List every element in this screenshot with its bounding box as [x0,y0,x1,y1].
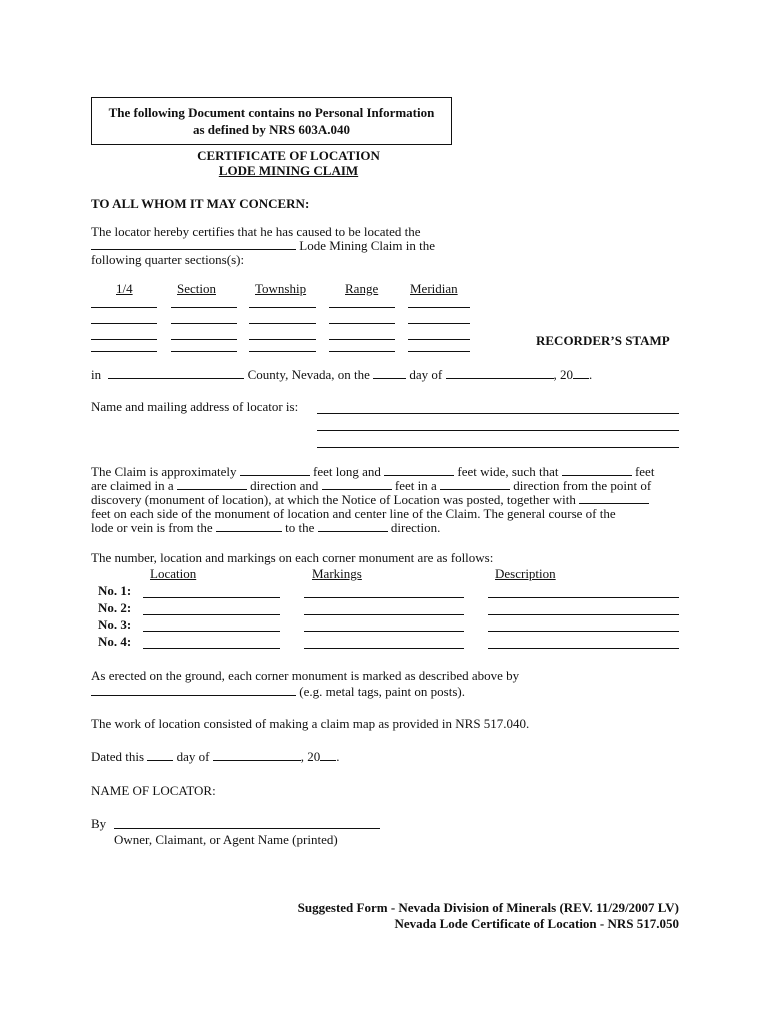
township-field[interactable] [249,323,316,324]
by-label: By [91,816,107,831]
marking-method-field[interactable] [91,684,296,696]
monument-header-markings: Markings [312,566,362,581]
monument-location-field[interactable] [143,614,280,615]
dated-day-field[interactable] [147,749,173,761]
range-field[interactable] [329,339,395,340]
section-field[interactable] [171,339,237,340]
claim-text: to the [285,520,315,535]
title-line-1: CERTIFICATE OF LOCATION [197,148,380,163]
meridian-field[interactable] [408,323,470,324]
intro-line-3: following quarter sections(s): [91,252,245,267]
dated-end: . [336,749,340,764]
col-header-section: Section [177,281,216,296]
direction-field-2[interactable] [440,478,510,490]
monument-row-label: No. 3: [98,617,132,632]
intro-line-2-suffix: Lode Mining Claim in the [299,238,436,253]
dated-day-label: day of [176,749,210,764]
intro-line-1: The locator hereby certifies that he has caused to be located the [91,224,421,239]
course-to-field[interactable] [318,520,388,532]
monument-row-label: No. 1: [98,583,132,598]
meridian-field[interactable] [408,351,470,352]
address-line-1[interactable] [317,413,679,414]
monument-markings-field[interactable] [304,648,464,649]
monument-row-label: No. 4: [98,634,132,649]
monument-description-field[interactable] [488,648,679,649]
claim-line-5 [91,520,440,535]
county-year-label: , 20 [553,367,574,382]
claim-line-3 [91,492,649,507]
quarter-field[interactable] [91,351,157,352]
claim-name-field[interactable] [91,238,296,250]
section-field[interactable] [171,307,237,308]
monument-location-field[interactable] [143,631,280,632]
monument-description-field[interactable] [488,631,679,632]
quarter-field[interactable] [91,323,157,324]
claim-line-1 [91,464,654,479]
county-end: . [589,367,593,382]
county-prefix: in [91,367,102,382]
col-header-range: Range [345,281,379,296]
intro-line-2 [91,238,435,253]
erected-suffix: (e.g. metal tags, paint on posts). [299,684,465,699]
recorders-stamp: RECORDER’S STAMP [536,333,670,348]
location-year-field[interactable] [573,367,589,379]
section-field[interactable] [171,323,237,324]
salutation: TO ALL WHOM IT MAY CONCERN: [91,196,310,211]
col-header-township: Township [255,281,307,296]
claim-text: feet [634,464,655,479]
range-field[interactable] [329,323,395,324]
claim-text: direction from the point of [513,478,652,493]
claim-text: are claimed in a [91,478,174,493]
section-field[interactable] [171,351,237,352]
monument-markings-field[interactable] [304,614,464,615]
county-line [91,367,592,382]
dated-prefix: Dated this [91,749,145,764]
form-title [91,148,486,178]
address-line-3[interactable] [317,447,679,448]
address-line-2[interactable] [317,430,679,431]
county-middle: County, Nevada, on the [247,367,370,382]
claim-text: discovery (monument of location), at which the Notice of Location was posted, together with [91,492,576,507]
monument-row-label: No. 2: [98,600,132,615]
erected-line-2 [91,684,465,699]
claim-line-4: feet on each side of the monument of location and center line of the Claim. The general course of the [91,506,616,521]
claim-text: feet in a [394,478,437,493]
monument-location-field[interactable] [143,648,280,649]
dated-year-label: , 20 [300,749,321,764]
monument-header-location: Location [150,566,197,581]
claim-text: direction. [390,520,441,535]
footer-line-2: Nevada Lode Certificate of Location - NRS 517.050 [394,916,679,931]
feet-field-2[interactable] [322,478,392,490]
col-header-quarter: 1/4 [116,281,133,296]
quarter-field[interactable] [91,307,157,308]
county-day-label: day of [409,367,443,382]
township-field[interactable] [249,307,316,308]
county-field[interactable] [108,367,244,379]
dated-line [91,749,339,764]
monument-markings-field[interactable] [304,597,464,598]
col-header-meridian: Meridian [410,281,458,296]
signature-line[interactable] [114,828,380,829]
notice-line-1: The following Document contains no Personal Information [108,105,435,120]
quarter-field[interactable] [91,339,157,340]
range-field[interactable] [329,307,395,308]
monument-location-field[interactable] [143,597,280,598]
claim-text: direction and [250,478,319,493]
claim-text: lode or vein is from the [91,520,213,535]
township-field[interactable] [249,351,316,352]
monument-header-description: Description [495,566,556,581]
notice-line-2: as defined by NRS 603A.040 [192,122,351,137]
township-field[interactable] [249,339,316,340]
footer-line-1: Suggested Form - Nevada Division of Minerals (REV. 11/29/2007 LV) [297,900,679,915]
location-month-field[interactable] [446,367,554,379]
feet-field[interactable] [562,464,632,476]
erected-line-1: As erected on the ground, each corner monument is marked as described above by [91,668,520,683]
side-feet-field[interactable] [579,492,649,504]
range-field[interactable] [329,351,395,352]
monument-markings-field[interactable] [304,631,464,632]
location-day-field[interactable] [373,367,406,379]
claim-line-2 [91,478,651,493]
direction-field-1[interactable] [177,478,247,490]
claim-text: feet wide, such that [457,464,559,479]
monuments-intro: The number, location and markings on each corner monument are as follows: [91,550,494,565]
dated-year-field[interactable] [320,749,336,761]
personal-info-notice [91,97,452,145]
locator-address-label: Name and mailing address of locator is: [91,399,299,414]
length-field[interactable] [240,464,310,476]
dated-month-field[interactable] [213,749,301,761]
claim-text: The Claim is approximately [91,464,237,479]
claim-text: feet long and [313,464,381,479]
title-line-2: LODE MINING CLAIM [218,163,359,178]
signature-caption: Owner, Claimant, or Agent Name (printed) [114,832,338,847]
meridian-field[interactable] [408,339,470,340]
monument-description-field[interactable] [488,597,679,598]
work-statement: The work of location consisted of making a claim map as provided in NRS 517.040. [91,716,530,731]
monument-description-field[interactable] [488,614,679,615]
meridian-field[interactable] [408,307,470,308]
course-from-field[interactable] [216,520,282,532]
width-field[interactable] [384,464,454,476]
name-of-locator-label: NAME OF LOCATOR: [91,783,216,798]
